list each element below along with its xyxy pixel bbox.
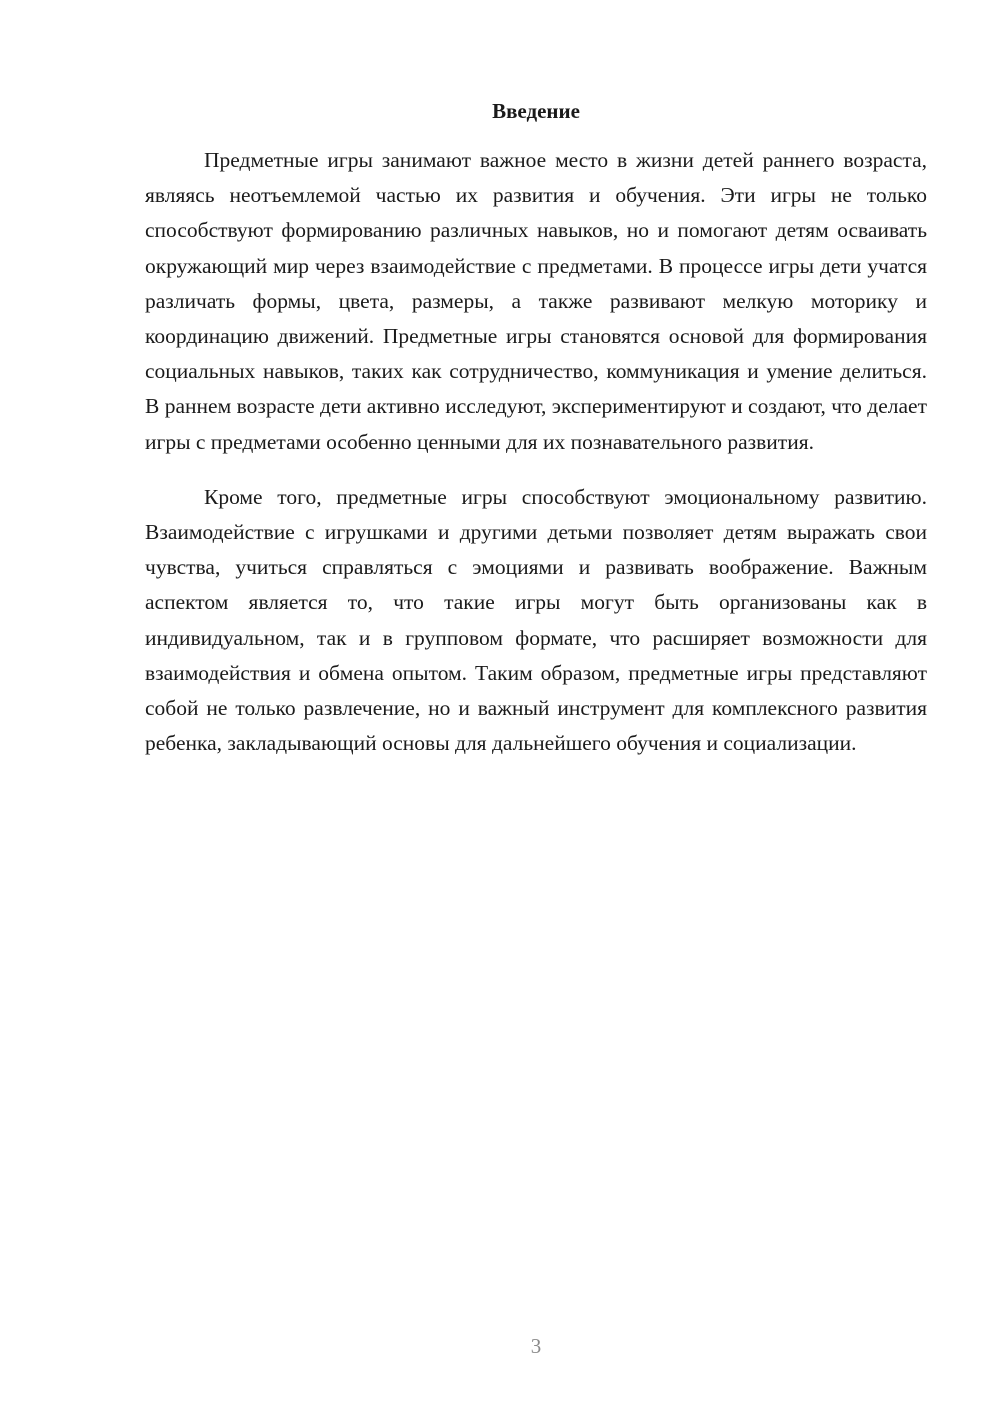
body-text <box>145 143 927 761</box>
paragraph-1: Предметные игры занимают важное место в жизни детей раннего возраста, являясь неотъемлемой частью их развития и обучения. Эти игры не только способствуют формированию различных навыков, но и помогают детям осваивать окружающий мир через взаимодействие с предметами. В процессе игры дети учатся различать формы, цвета, размеры, а также развивают мелкую моторику и координацию движений. Предметные игры становятся основой для формирования социальных навыков, таких как сотрудничество, коммуникация и умение делиться. В раннем возрасте дети активно исследуют, экспериментируют и создают, что делает игры с предметами особенно ценными для их познавательного развития. <box>145 148 927 454</box>
section-title: Введение <box>492 99 580 123</box>
paragraph-2: Кроме того, предметные игры способствуют эмоциональному развитию. Взаимодействие с игрушками и другими детьми позволяет детям выражать свои чувства, учиться справляться с эмоциями и развивать воображение. Важным аспектом является то, что такие игры могут быть организованы как в индивидуальном, так и в групповом формате, что расширяет возможности для взаимодействия и обмена опытом. Таким образом, предметные игры представляют собой не только развлечение, но и важный инструмент для комплексного развития ребенка, закладывающий основы для дальнейшего обучения и социализации. <box>145 484 927 756</box>
page-number: 3 <box>530 1334 542 1358</box>
